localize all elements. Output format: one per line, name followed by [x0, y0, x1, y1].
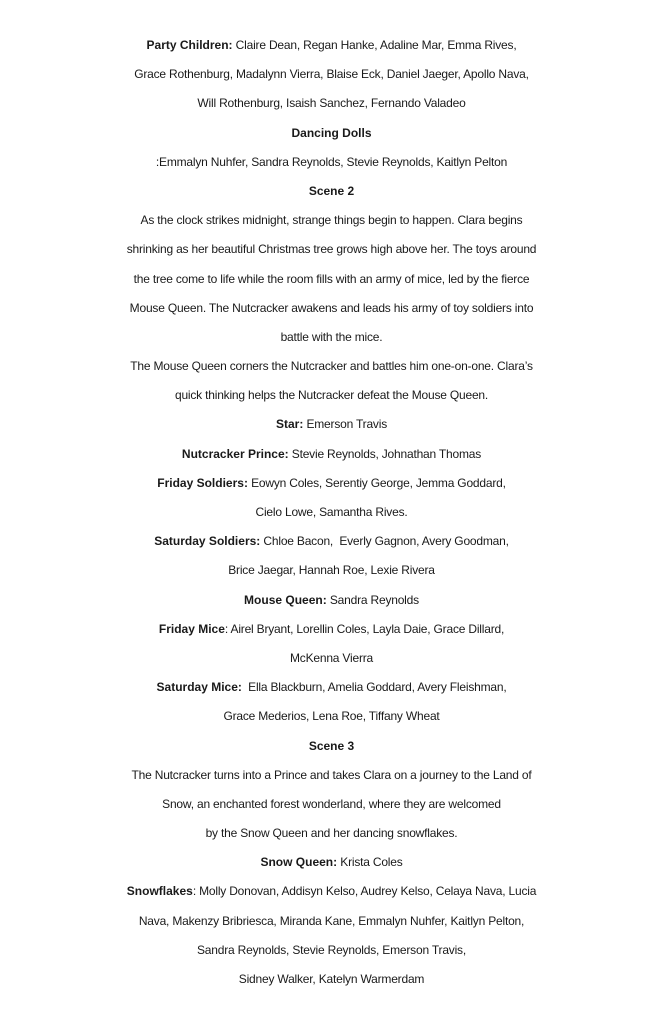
synopsis-text: Snow, an enchanted forest wonderland, where they are welcomed: [162, 796, 501, 811]
role-label: Friday Soldiers:: [157, 475, 248, 490]
role-label: Mouse Queen:: [244, 592, 327, 607]
cast-names: Nava, Makenzy Bribriesca, Miranda Kane, Emmalyn Nuhfer, Kaitlyn Pelton,: [138, 913, 525, 928]
cast-heading-dancing-dolls: [0, 119, 663, 148]
cast-line-party-children: [0, 31, 663, 60]
synopsis-line: [0, 294, 663, 323]
cast-line-star: [0, 410, 663, 439]
cast-names: Brice Jaegar, Hannah Roe, Lexie Rivera: [228, 563, 435, 578]
role-label: Dancing Dolls: [291, 125, 372, 140]
synopsis-text: Mouse Queen. The Nutcracker awakens and leads his army of toy soldiers into: [129, 300, 534, 315]
cast-names: Krista Coles: [337, 855, 403, 870]
scene-3-heading: [0, 732, 663, 761]
synopsis-text: The Nutcracker turns into a Prince and takes Clara on a journey to the Land of: [131, 767, 532, 782]
synopsis-text: As the clock strikes midnight, strange things begin to happen. Clara begins: [140, 213, 523, 228]
role-label: Nutcracker Prince:: [181, 446, 289, 461]
synopsis-line: [0, 235, 663, 264]
cast-line-saturday-mice: [0, 673, 663, 702]
cast-names: Sandra Reynolds, Stevie Reynolds, Emerson Travis,: [197, 942, 466, 957]
synopsis-line: [0, 381, 663, 410]
synopsis-text: shrinking as her beautiful Christmas tree grows high above her. The toys around: [126, 242, 537, 257]
cast-names: Ella Blackburn, Amelia Goddard, Avery Fleishman,: [241, 680, 507, 695]
role-label: Party Children:: [146, 38, 233, 52]
cast-line: [0, 702, 663, 731]
role-label: Snowflakes: [126, 884, 193, 899]
cast-line-friday-mice: [0, 615, 663, 644]
cast-line-snowflakes: [0, 877, 663, 906]
cast-line: [0, 498, 663, 527]
cast-names: Sandra Reynolds: [326, 592, 419, 607]
cast-line: [0, 60, 663, 89]
synopsis-text: The Mouse Queen corners the Nutcracker and battles him one-on-one. Clara’s: [130, 359, 533, 374]
cast-names: Sidney Walker, Katelyn Warmerdam: [238, 972, 425, 986]
cast-line-friday-soldiers: [0, 469, 663, 498]
synopsis-line: [0, 323, 663, 352]
role-label: Friday Mice: [158, 621, 225, 636]
cast-line: [0, 148, 663, 177]
cast-line: [0, 965, 663, 994]
cast-line-saturday-soldiers: [0, 527, 663, 556]
cast-names: Emerson Travis: [303, 417, 388, 432]
cast-line: [0, 556, 663, 585]
synopsis-line: [0, 352, 663, 381]
cast-line: [0, 907, 663, 936]
cast-names: : Airel Bryant, Lorellin Coles, Layla Daie, Grace Dillard,: [224, 621, 505, 636]
cast-names: Chloe Bacon, Everly Gagnon, Avery Goodman,: [260, 534, 509, 549]
cast-names: Will Rothenburg, Isaish Sanchez, Fernando Valadeo: [197, 96, 466, 111]
cast-names: McKenna Vierra: [289, 650, 374, 665]
scene-2-heading: [0, 177, 663, 206]
synopsis-line: [0, 761, 663, 790]
synopsis-text: quick thinking helps the Nutcracker defeat the Mouse Queen.: [174, 388, 489, 403]
role-label: Star:: [275, 417, 304, 432]
synopsis-line: [0, 265, 663, 294]
role-label: Snow Queen:: [260, 855, 338, 870]
scene-title: Scene 3: [308, 738, 355, 753]
synopsis-line: [0, 819, 663, 848]
cast-names: Claire Dean, Regan Hanke, Adaline Mar, Emma Rives,: [232, 38, 517, 52]
synopsis-line: [0, 206, 663, 235]
cast-names: Grace Rothenburg, Madalynn Vierra, Blaise Eck, Daniel Jaeger, Apollo Nava,: [134, 67, 529, 82]
synopsis-text: by the Snow Queen and her dancing snowflakes.: [205, 826, 458, 841]
cast-line-nutcracker-prince: [0, 440, 663, 469]
cast-names: : Molly Donovan, Addisyn Kelso, Audrey Kelso, Celaya Nava, Lucia: [192, 884, 537, 899]
cast-line: [0, 89, 663, 118]
cast-names: Cielo Lowe, Samantha Rives.: [255, 505, 408, 519]
role-label: Saturday Mice:: [156, 680, 242, 695]
cast-names: Grace Mederios, Lena Roe, Tiffany Wheat: [223, 709, 440, 724]
cast-names: :Emmalyn Nuhfer, Sandra Reynolds, Stevie Reynolds, Kaitlyn Pelton: [155, 154, 508, 169]
synopsis-text: the tree come to life while the room fills with an army of mice, led by the fierce: [133, 271, 530, 286]
synopsis-line: [0, 790, 663, 819]
cast-names: Stevie Reynolds, Johnathan Thomas: [288, 446, 482, 461]
cast-names: Eowyn Coles, Serentiy George, Jemma Goddard,: [247, 475, 506, 490]
role-label: Saturday Soldiers:: [154, 534, 261, 549]
scene-title: Scene 2: [308, 183, 355, 198]
synopsis-text: battle with the mice.: [280, 329, 383, 344]
cast-line-snow-queen: [0, 848, 663, 877]
cast-line: [0, 644, 663, 673]
cast-line-mouse-queen: [0, 586, 663, 615]
cast-line: [0, 936, 663, 965]
